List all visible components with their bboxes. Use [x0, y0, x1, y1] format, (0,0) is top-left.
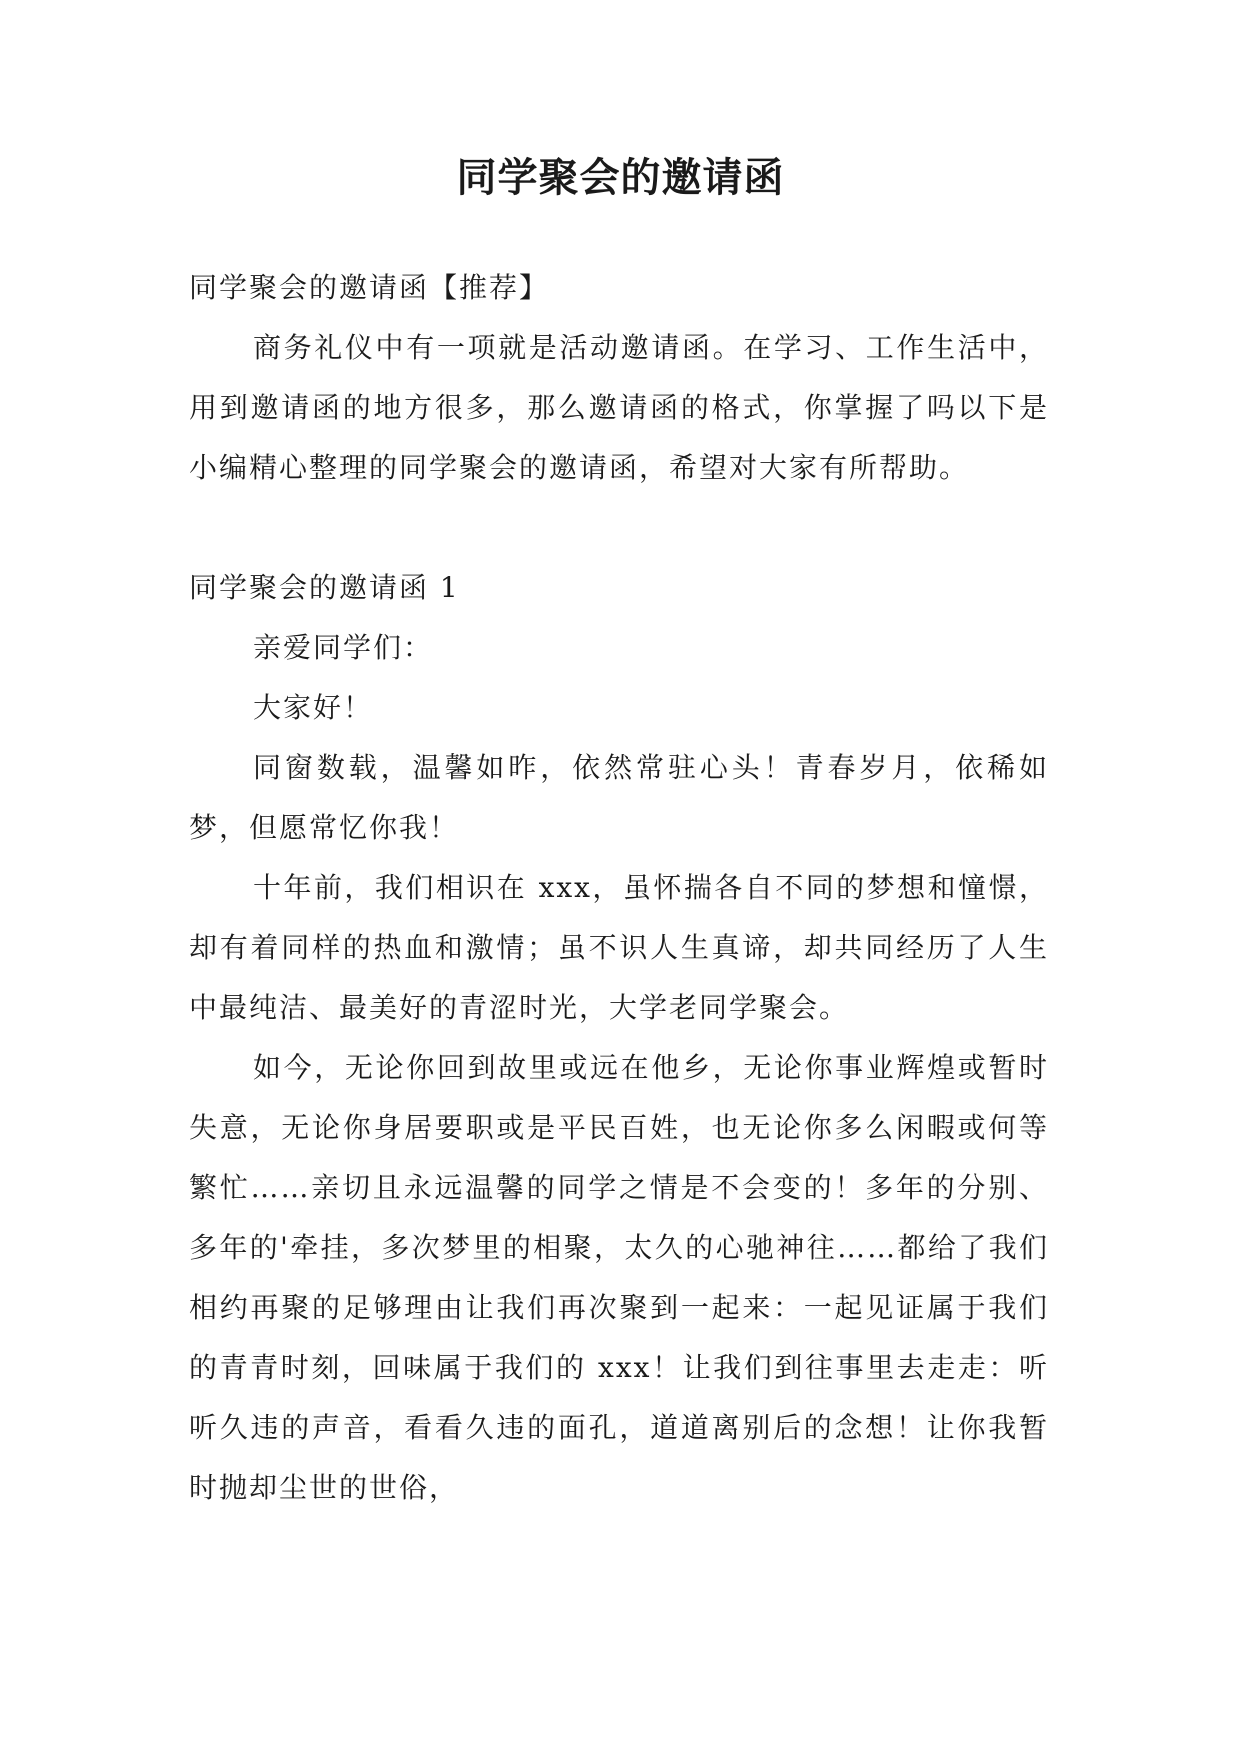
body-paragraph: 如今，无论你回到故里或远在他乡，无论你事业辉煌或暂时失意，无论你身居要职或是平民百姓，也无论你多么闲暇或何等繁忙……亲切且永远温馨的同学之情是不会变的！多年的分别、多年的'牵挂，多次梦里的相聚，太久的心驰神往……都给了我们相约再聚的足够理由让我们再次聚到一起来：一起见证属于我们的青青时刻，回味属于我们的 xxx！让我们到往事里去走走：听听久违的声音，看看久违的面孔，道道离别后的念想！让你我暂时抛却尘世的世俗， [189, 1051, 1049, 1504]
body-paragraph: 同窗数载，温馨如昨，依然常驻心头！青春岁月，依稀如梦，但愿常忆你我！ [189, 751, 1049, 844]
section-spacer [189, 498, 1049, 558]
greeting: 大家好！ [253, 691, 374, 724]
body-paragraph: 十年前，我们相识在 xxx，虽怀揣各自不同的梦想和憧憬，却有着同样的热血和激情；虽不识人生真谛，却共同经历了人生中最纯洁、最美好的青涩时光，大学老同学聚会。 [189, 871, 1049, 1024]
document-body [189, 258, 1049, 1518]
document-heading: 同学聚会的邀请函【推荐】 [189, 271, 550, 304]
intro-paragraph: 商务礼仪中有一项就是活动邀请函。在学习、工作生活中，用到邀请函的地方很多，那么邀请函的格式，你掌握了吗以下是小编精心整理的同学聚会的邀请函，希望对大家有所帮助。 [189, 331, 1049, 484]
salutation: 亲爱同学们： [253, 631, 434, 664]
section-heading: 同学聚会的邀请函 1 [189, 571, 460, 604]
document-title: 同学聚会的邀请函 [456, 154, 785, 201]
